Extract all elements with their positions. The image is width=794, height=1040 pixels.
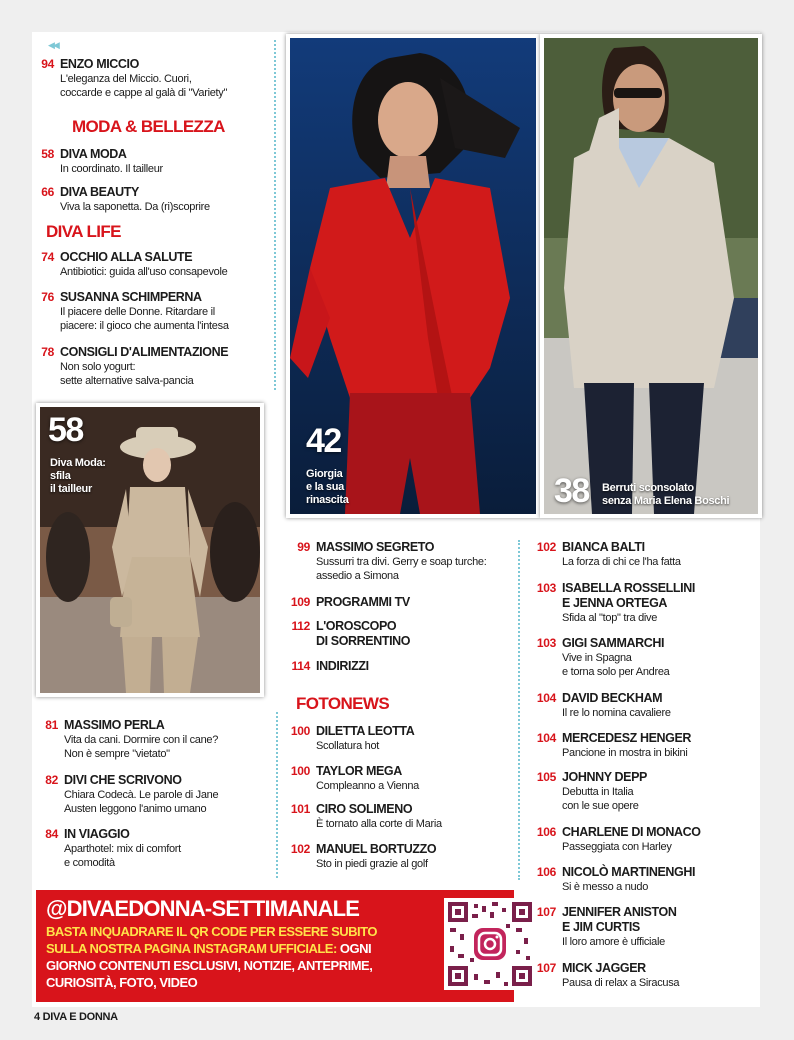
toc-entry-johnny-depp [524,770,754,816]
page-number: 84 [45,827,58,841]
entry-desc: Aparthotel: mix di comfort [64,843,181,855]
entry-desc: Compleanno a Vienna [316,780,419,792]
banner-line-highlight: SULLA NOSTRA PAGINA INSTAGRAM UFFICIALE: [46,941,337,956]
entry-title: MERCEDESZ HENGER [562,731,692,745]
back-arrows-icon: ◀◀ [48,40,58,50]
page-number: 103 [536,636,556,650]
entry-title: DIVA BEAUTY [60,185,139,199]
entry-desc: sette alternative salva-pancia [60,375,194,387]
entry-title: BIANCA BALTI [562,540,645,554]
page-number: 103 [536,581,556,595]
entry-desc: Debutta in Italia [562,786,634,798]
entry-title: ISABELLA ROSSELLINI [562,581,695,595]
entry-desc: Vita da cani. Dormire con il cane? [64,734,219,746]
entry-desc: e comodità [64,857,115,869]
banner-line: BASTA INQUADRARE IL QR CODE PER ESSERE SUBITO [46,924,377,939]
caption-line: Diva Moda: [50,457,106,469]
instagram-handle[interactable]: @DIVAEDONNA-SETTIMANALE [46,896,360,921]
footer-magazine-name: DIVA E DONNA [42,1011,118,1023]
entry-title: SUSANNA SCHIMPERNA [60,290,202,304]
entry-title: CHARLENE DI MONACO [562,825,701,839]
photo-caption [50,457,106,496]
page-number: 104 [536,731,556,745]
page-number: 105 [536,770,556,784]
entry-title: MASSIMO SEGRETO [316,540,435,554]
section-moda-bellezza: MODA & BELLEZZA [72,117,225,136]
page-number: 78 [41,345,54,359]
photo-caption [306,468,349,507]
qr-code[interactable] [444,898,536,990]
page-number: 102 [290,842,310,856]
page-number: 58 [41,147,54,161]
column-divider [518,540,520,880]
photo-page-number: 58 [48,411,83,449]
toc-entry-massimo-segreto [278,540,508,586]
berruti-image [544,38,758,514]
entry-desc: Non è sempre "vietato" [64,748,170,760]
entry-title: MASSIMO PERLA [64,718,165,732]
toc-entry-in-viaggio [26,827,276,873]
toc-entry-diva-beauty [22,185,272,215]
instagram-banner [36,890,514,1002]
column-divider [274,40,276,390]
qr-code-icon [446,900,534,988]
entry-title: TAYLOR MEGA [316,764,402,778]
entry-desc: Scollatura hot [316,740,380,752]
entry-desc: assedio a Simona [316,570,399,582]
entry-desc: Sussurri tra divi. Gerry e soap turche: [316,556,487,568]
toc-entry-oroscopo [278,619,508,649]
page-number: 106 [536,825,556,839]
entry-desc: Austen leggono l'animo umano [64,803,207,815]
entry-desc: Chiara Codecà. Le parole di Jane [64,789,219,801]
toc-entry-divi-che-scrivono [26,773,276,819]
entry-title: MICK JAGGER [562,961,646,975]
page-number: 104 [536,691,556,705]
entry-title: JENNIFER ANISTON [562,905,677,919]
entry-desc: e torna solo per Andrea [562,666,670,678]
toc-entry-gigi-sammarchi [524,636,754,682]
page-number: 76 [41,290,54,304]
page-number: 112 [291,619,310,633]
photo-page-number: 42 [306,422,341,460]
page-number: 107 [536,905,556,919]
entry-title: E JIM CURTIS [562,920,640,934]
toc-entry-massimo-perla [26,718,276,764]
entry-desc: La forza di chi ce l'ha fatta [562,556,681,568]
banner-line-rest: OGNI [336,941,372,956]
toc-entry-ciro-solimeno [278,802,508,832]
caption-line: il tailleur [50,483,92,495]
entry-title: PROGRAMMI TV [316,595,410,609]
entry-title: L'OROSCOPO [316,619,397,633]
entry-desc: Vive in Spagna [562,652,632,664]
caption-line: sfila [50,470,71,482]
toc-entry-enzo-miccio [22,57,272,103]
entry-desc: Passeggiata con Harley [562,841,672,853]
caption-line: rinascita [306,494,349,506]
entry-desc: coccarde e cappe al galà di "Variety" [60,87,228,99]
entry-desc: Pausa di relax a Siracusa [562,977,680,989]
entry-desc: Il loro amore è ufficiale [562,936,665,948]
entry-title: DILETTA LEOTTA [316,724,415,738]
page-number: 94 [41,57,54,71]
toc-entry-rossellini-ortega [524,581,754,627]
toc-entry-nicolo-martinenghi [524,865,754,895]
toc-entry-diva-moda [22,147,272,177]
photo-giorgia [286,34,540,518]
toc-entry-charlene-di-monaco [524,825,754,855]
section-fotonews: FOTONEWS [296,694,390,713]
page-number: 66 [41,185,54,199]
entry-title: DAVID BECKHAM [562,691,663,705]
photo-page-number: 38 [554,472,589,510]
entry-title: GIGI SAMMARCHI [562,636,665,650]
page-number: 100 [290,724,310,738]
entry-title: CIRO SOLIMENO [316,802,413,816]
page-number: 81 [45,718,58,732]
entry-desc: Il re lo nomina cavaliere [562,707,671,719]
entry-desc: Sfida al "top" tra dive [562,612,658,624]
toc-entry-aniston-curtis [524,905,754,951]
entry-title: DIVI CHE SCRIVONO [64,773,182,787]
toc-entry-occhio-salute [22,250,272,280]
page-number: 114 [291,659,310,673]
toc-entry-diletta-leotta [278,724,508,754]
toc-entry-taylor-mega [278,764,508,794]
entry-title: NICOLÒ MARTINENGHI [562,865,696,879]
entry-title: IN VIAGGIO [64,827,130,841]
entry-title: DI SORRENTINO [316,634,411,648]
entry-desc: È tornato alla corte di Maria [316,818,442,830]
entry-desc: piacere: il gioco che aumenta l'intesa [60,320,229,332]
entry-desc: Viva la saponetta. Da (ri)scoprire [60,201,210,213]
entry-desc: con le sue opere [562,800,639,812]
entry-title: INDIRIZZI [316,659,369,673]
photo-caption [602,482,729,508]
toc-entry-programmi-tv [278,595,508,611]
entry-title: CONSIGLI D'ALIMENTAZIONE [60,345,229,359]
entry-title: E JENNA ORTEGA [562,596,668,610]
toc-entry-consigli-alimentazione [22,345,272,391]
entry-title: JOHNNY DEPP [562,770,647,784]
caption-line: Berruti sconsolato [602,482,694,494]
entry-desc: Si è messo a nudo [562,881,649,893]
banner-line: CURIOSITÀ, FOTO, VIDEO [46,975,198,990]
page-number: 100 [290,764,310,778]
toc-entry-mercedesz-henger [524,731,754,761]
entry-desc: L'eleganza del Miccio. Cuori, [60,73,192,85]
caption-line: Giorgia [306,468,343,480]
toc-entry-bianca-balti [524,540,754,570]
banner-line: GIORNO CONTENUTI ESCLUSIVI, NOTIZIE, ANTEPRIME, [46,958,373,973]
page-footer [34,1011,118,1023]
entry-title: OCCHIO ALLA SALUTE [60,250,193,264]
page-number: 74 [41,250,54,264]
banner-line [46,941,371,956]
page-number: 101 [290,802,310,816]
photo-diva-moda [36,403,264,697]
photo-berruti [540,34,762,518]
toc-entry-indirizzi [278,659,508,675]
entry-desc: In coordinato. Il tailleur [60,163,163,175]
entry-desc: Pancione in mostra in bikini [562,747,688,759]
page-number: 109 [290,595,310,609]
entry-desc: Antibiotici: guida all'uso consapevole [60,266,228,278]
page-number: 106 [536,865,556,879]
caption-line: e la sua [306,481,344,493]
entry-desc: Sto in piedi grazie al golf [316,858,428,870]
toc-entry-david-beckham [524,691,754,721]
caption-line: senza Maria Elena Boschi [602,495,730,507]
toc-entry-susanna-schimperna [22,290,272,336]
footer-page-number: 4 [34,1011,40,1023]
entry-title: MANUEL BORTUZZO [316,842,437,856]
page-number: 82 [45,773,58,787]
entry-title: ENZO MICCIO [60,57,139,71]
toc-entry-mick-jagger [524,961,754,991]
entry-desc: Non solo yogurt: [60,361,136,373]
page-number: 107 [536,961,556,975]
section-diva-life: DIVA LIFE [46,222,121,241]
entry-title: DIVA MODA [60,147,127,161]
entry-desc: Il piacere delle Donne. Ritardare il [60,306,215,318]
page-number: 102 [536,540,556,554]
toc-entry-manuel-bortuzzo [278,842,508,872]
page-number: 99 [297,540,310,554]
